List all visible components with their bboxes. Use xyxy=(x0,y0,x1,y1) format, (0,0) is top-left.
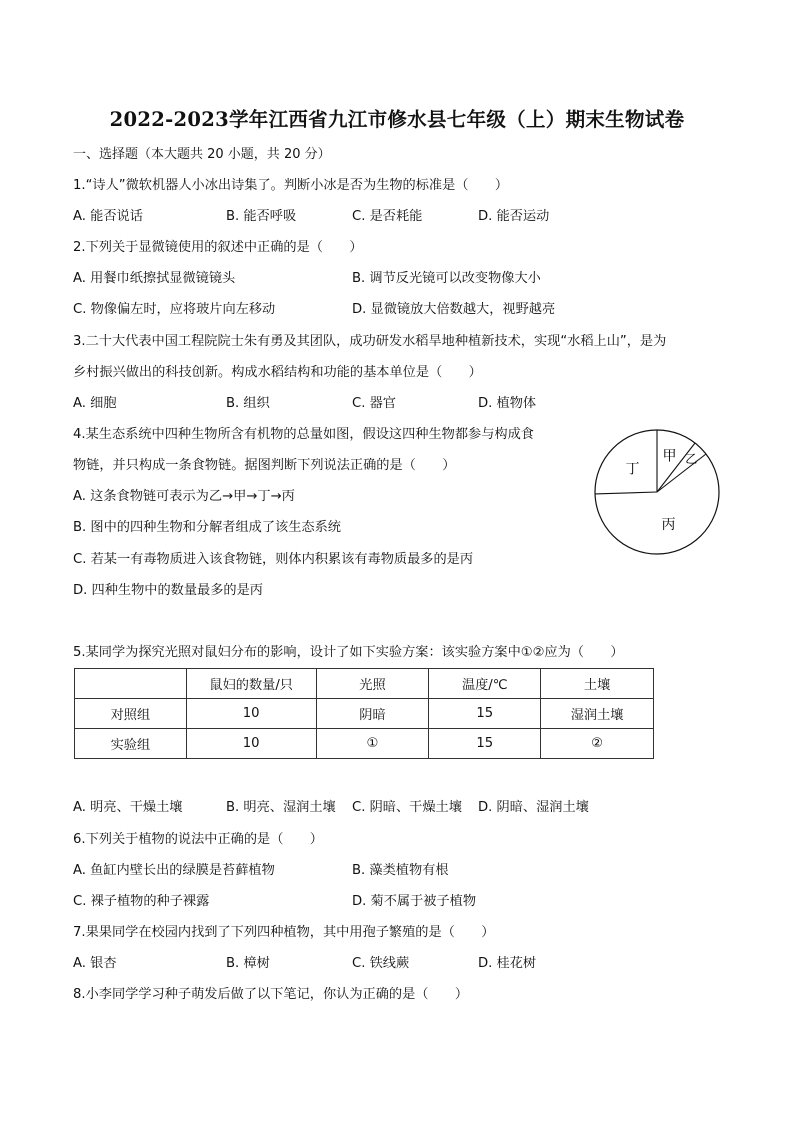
q2-option-b: B. 调节反光镜可以改变物像大小 xyxy=(352,271,541,286)
table-cell: 10 xyxy=(186,699,316,729)
pie-label-1: 甲 xyxy=(662,448,677,465)
pie-label-3: 丙 xyxy=(661,517,676,534)
experiment-table xyxy=(74,668,654,759)
q1-option-b: B. 能否呼吸 xyxy=(226,209,297,224)
table-header-cell: 光照 xyxy=(316,669,429,699)
q4-option-c: C. 若某一有毒物质进入该食物链，则体内积累该有毒物质最多的是丙 xyxy=(73,552,474,567)
question-4-stem-line-2: 物链，并只构成一条食物链。据图判断下列说法正确的是（ ） xyxy=(73,458,456,473)
question-5-stem: 5.某同学为探究光照对鼠妇分布的影响，设计了如下实验方案：该实验方案中①②应为（ ） xyxy=(73,645,624,660)
table-cell: 15 xyxy=(429,729,541,759)
q4-option-a: A. 这条食物链可表示为乙→甲→丁→丙 xyxy=(73,489,295,504)
table-header-cell xyxy=(75,669,187,699)
q7-option-c: C. 铁线蕨 xyxy=(352,956,410,971)
q3-option-d: D. 植物体 xyxy=(478,396,537,411)
table-header-row xyxy=(75,669,654,699)
table-cell: 10 xyxy=(186,729,316,759)
table-cell: ① xyxy=(316,729,429,759)
question-1-stem: 1.“诗人”微软机器人小冰出诗集了。判断小冰是否为生物的标准是（ ） xyxy=(73,178,509,193)
q4-option-b: B. 图中的四种生物和分解者组成了该生态系统 xyxy=(73,520,341,535)
question-6-stem: 6.下列关于植物的说法中正确的是（ ） xyxy=(73,832,323,847)
section-heading: 一、选择题（本大题共 20 小题，共 20 分） xyxy=(73,147,331,162)
q2-option-c: C. 物像偏左时，应将玻片向左移动 xyxy=(73,302,276,317)
table-cell: 湿润土壤 xyxy=(541,699,654,729)
q1-option-a: A. 能否说话 xyxy=(73,209,143,224)
table-cell: 阴暗 xyxy=(316,699,429,729)
question-3-stem-line-1: 3.二十大代表中国工程院院士朱有勇及其团队，成功研发水稻旱地种植新技术，实现“水稻上山”，是为 xyxy=(73,334,667,349)
q3-option-b: B. 组织 xyxy=(226,396,270,411)
q1-option-d: D. 能否运动 xyxy=(478,209,550,224)
table-cell: 对照组 xyxy=(75,699,187,729)
table-cell: 实验组 xyxy=(75,729,187,759)
q5-option-b: B. 明亮、湿润土壤 xyxy=(226,800,336,815)
q4-option-d: D. 四种生物中的数量最多的是丙 xyxy=(73,583,263,598)
q7-option-b: B. 樟树 xyxy=(226,956,270,971)
table-cell: 15 xyxy=(429,699,541,729)
question-7-stem: 7.果果同学在校园内找到了下列四种植物，其中用孢子繁殖的是（ ） xyxy=(73,925,495,940)
question-2-stem: 2.下列关于显微镜使用的叙述中正确的是（ ） xyxy=(73,240,363,255)
table-row xyxy=(75,699,654,729)
q2-option-d: D. 显微镜放大倍数越大，视野越亮 xyxy=(352,302,556,317)
table-header-cell: 鼠妇的数量/只 xyxy=(186,669,316,699)
q6-option-c: C. 裸子植物的种子裸露 xyxy=(73,894,210,909)
table-row xyxy=(75,729,654,759)
organic-matter-pie-chart xyxy=(592,428,732,568)
table-header-cell: 温度/℃ xyxy=(429,669,541,699)
q1-option-c: C. 是否耗能 xyxy=(352,209,423,224)
table-cell: ② xyxy=(541,729,654,759)
q6-option-a: A. 鱼缸内壁长出的绿膜是苔藓植物 xyxy=(73,863,275,878)
q3-option-a: A. 细胞 xyxy=(73,396,117,411)
q6-option-b: B. 藻类植物有根 xyxy=(352,863,449,878)
question-3-stem-line-2: 乡村振兴做出的科技创新。构成水稻结构和功能的基本单位是（ ） xyxy=(73,365,482,380)
q3-option-c: C. 器官 xyxy=(352,396,396,411)
pie-label-4: 丁 xyxy=(625,461,640,478)
q5-option-d: D. 阴暗、湿润土壤 xyxy=(478,800,589,815)
q7-option-d: D. 桂花树 xyxy=(478,956,537,971)
pie-label-2: 乙 xyxy=(685,451,698,466)
q2-option-a: A. 用餐巾纸擦拭显微镜镜头 xyxy=(73,271,236,286)
q5-option-c: C. 阴暗、干燥土壤 xyxy=(352,800,462,815)
question-4-stem-line-1: 4.某生态系统中四种生物所含有机物的总量如图，假设这四种生物都参与构成食 xyxy=(73,427,534,442)
question-8-stem: 8.小李同学学习种子萌发后做了以下笔记，你认为正确的是（ ） xyxy=(73,987,469,1002)
q7-option-a: A. 银杏 xyxy=(73,956,117,971)
q6-option-d: D. 菊不属于被子植物 xyxy=(352,894,477,909)
table-header-cell: 土壤 xyxy=(541,669,654,699)
q5-option-a: A. 明亮、干燥土壤 xyxy=(73,800,183,815)
exam-title: 2022-2023学年江西省九江市修水县七年级（上）期末生物试卷 xyxy=(109,108,685,131)
